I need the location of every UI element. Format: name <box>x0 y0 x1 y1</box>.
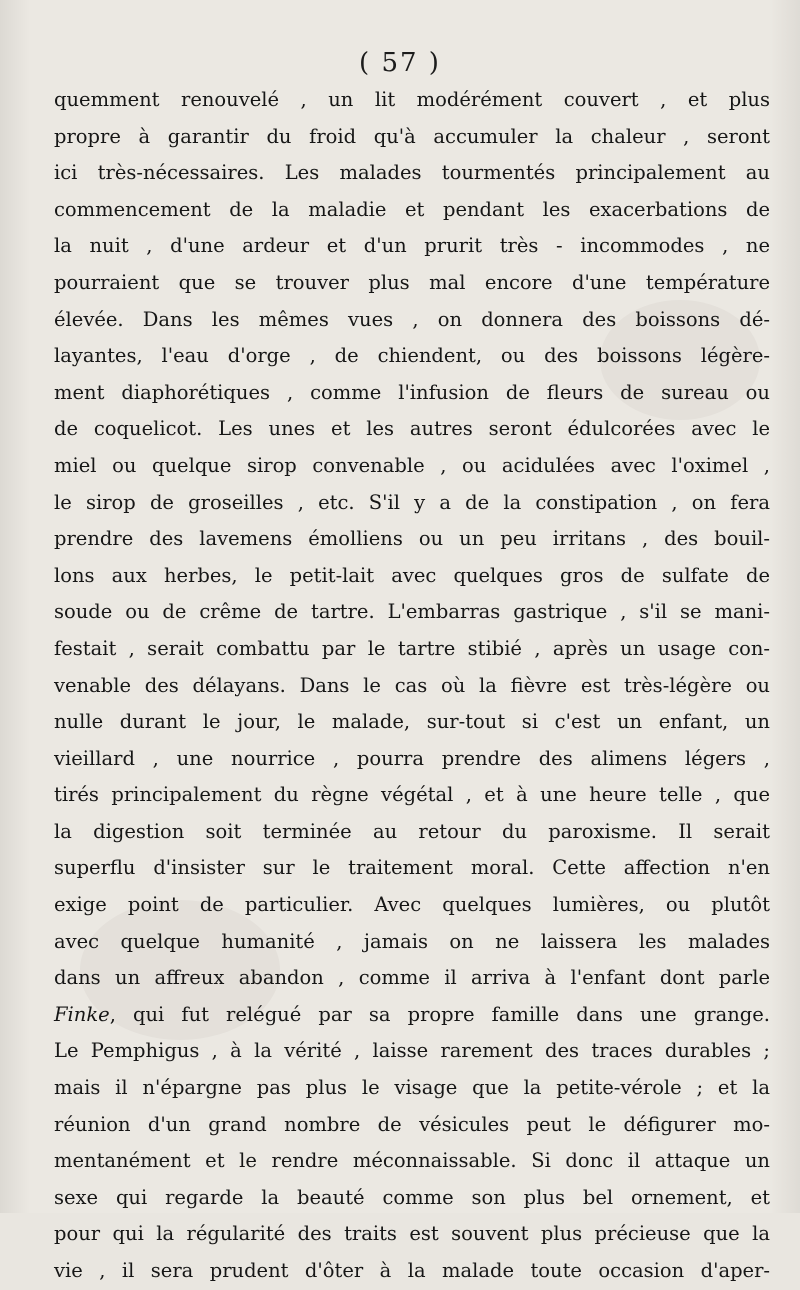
text-line: vieillard , une nourrice , pourra prendre des alimens légers , <box>54 746 770 770</box>
text-line: pourraient que se trouver plus mal encore d'une température <box>54 270 770 294</box>
text-line: soude ou de crême de tartre. L'embarras gastrique , s'il se mani- <box>54 600 770 624</box>
body-text <box>54 82 770 1290</box>
text-line: avec quelque humanité , jamais on ne laissera les malades <box>54 929 770 953</box>
text-line: ici très-nécessaires. Les malades tourmentés principalement au <box>54 161 770 185</box>
text-line: layantes, l'eau d'orge , de chiendent, ou des boissons légère- <box>54 344 770 368</box>
text-line: pour qui la régularité des traits est souvent plus précieuse que la <box>54 1222 770 1246</box>
text-line: nulle durant le jour, le malade, sur-tout si c'est un enfant, un <box>54 710 770 734</box>
text-line: ment diaphorétiques , comme l'infusion de fleurs de sureau ou <box>54 380 770 404</box>
text-line: propre à garantir du froid qu'à accumuler la chaleur , seront <box>54 124 770 148</box>
text-line: la digestion soit terminée au retour du paroxisme. Il serait <box>54 819 770 843</box>
text-line: vie , il sera prudent d'ôter à la malade toute occasion d'aper- <box>54 1259 770 1282</box>
text-line: tirés principalement du règne végétal , et à une heure telle , que <box>54 783 770 807</box>
text-line: superflu d'insister sur le traitement moral. Cette affection n'en <box>54 856 770 880</box>
text-line: élevée. Dans les mêmes vues , on donnera des boissons dé- <box>54 307 770 331</box>
page-number: ( 57 ) <box>359 48 441 78</box>
text-line: exige point de particulier. Avec quelques lumières, ou plutôt <box>54 893 770 917</box>
text-line: Finke, qui fut relégué par sa propre famille dans une grange. <box>54 1002 770 1026</box>
text-line: quemment renouvelé , un lit modérément couvert , et plus <box>54 88 770 111</box>
text-line: réunion d'un grand nombre de vésicules peut le défigurer mo- <box>54 1112 770 1136</box>
text-line: prendre des lavemens émolliens ou un peu irritans , des bouil- <box>54 527 770 551</box>
text-line: Le Pemphigus , à la vérité , laisse rarement des traces durables ; <box>54 1039 770 1063</box>
author-name: Finke <box>54 1002 110 1026</box>
text-line: sexe qui regarde la beauté comme son plus bel ornement, et <box>54 1185 770 1209</box>
text-line: le sirop de groseilles , etc. S'il y a de la constipation , on fera <box>54 490 770 514</box>
text-line: lons aux herbes, le petit-lait avec quelques gros de sulfate de <box>54 563 770 587</box>
text-line: venable des délayans. Dans le cas où la fièvre est très-légère ou <box>54 673 770 697</box>
text-line: commencement de la maladie et pendant les exacerbations de <box>54 197 770 221</box>
text-line: miel ou quelque sirop convenable , ou acidulées avec l'oximel , <box>54 453 770 477</box>
text-line: festait , serait combattu par le tartre stibié , après un usage con- <box>54 636 770 660</box>
text-line: de coquelicot. Les unes et les autres seront édulcorées avec le <box>54 417 770 441</box>
text-line: mais il n'épargne pas plus le visage que la petite-vérole ; et la <box>54 1076 770 1100</box>
text-line: dans un affreux abandon , comme il arriva à l'enfant dont parle <box>54 966 770 990</box>
text-line: la nuit , d'une ardeur et d'un prurit très - incommodes , ne <box>54 234 770 258</box>
text-line: mentanément et le rendre méconnaissable. Si donc il attaque un <box>54 1149 770 1173</box>
